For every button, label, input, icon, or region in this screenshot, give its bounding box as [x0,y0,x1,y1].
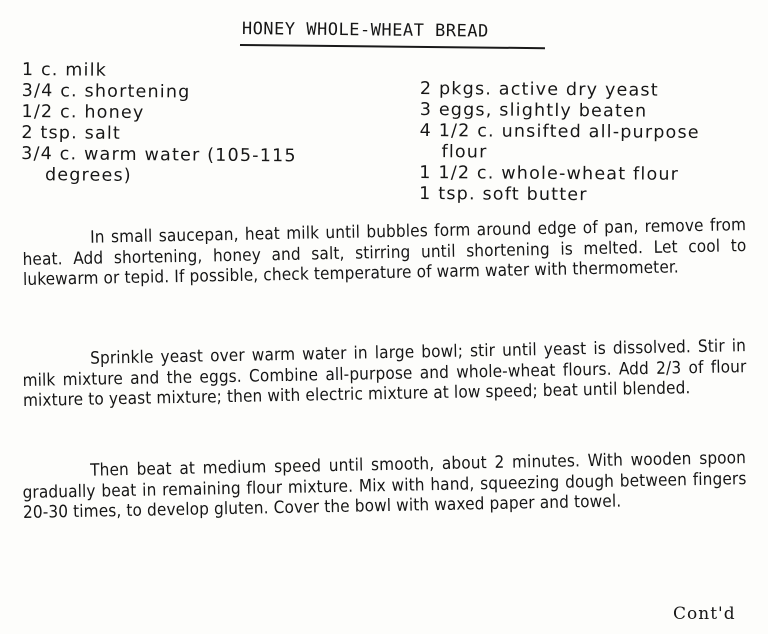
instruction-text: Then beat at medium speed until smooth, about 2 minutes. With wooden spoon gradually beat in remaining flour mixture. Mix with hand, squeezing dough between fingers 20-30 times, to develop gluten. Cover the bowl with waxed paper and towel. [22,448,747,523]
ingredient-item-continuation: degrees) [44,165,132,186]
instruction-paragraph-1 [22,215,747,290]
ingredient-item: 3/4 c. shortening [21,80,191,103]
ingredient-item: 2 tsp. salt [21,122,122,144]
instruction-paragraph-2 [22,336,747,411]
ingredient-item: 3/4 c. warm water (105-115 [21,143,297,167]
ingredient-item-continuation: flour [441,142,488,163]
ingredient-item: 2 pkgs. active dry yeast [419,79,659,101]
instruction-text: In small saucepan, heat milk until bubbles form around edge of pan, remove from heat. Add shortening, honey and salt, stirring until shortening is melted. Let cool to lukewarm or tepid. If possible, check temperature of warm water with thermometer. [22,215,747,290]
ingredient-item: 3 eggs, slightly beaten [419,99,648,122]
ingredient-item: 4 1/2 c. unsifted all-purpose [419,120,700,143]
recipe-title: HONEY WHOLE-WHEAT BREAD [241,19,489,42]
ingredients-right-column [419,79,700,207]
ingredients-left-column [21,60,298,188]
continued-label: Cont'd [673,604,736,624]
instruction-paragraph-3 [22,448,747,523]
instruction-text: Sprinkle yeast over warm water in large bowl; stir until yeast is dissolved. Stir in milk mixture and the eggs. Combine all-purpose and whole-wheat flours. Add 2/3 of flour mixture to yeast mixture; then with electric mixture at low speed; beat until blended. [22,336,747,411]
ingredient-item: 1/2 c. honey [21,101,145,124]
ingredient-item: 1 1/2 c. whole-wheat flour [419,162,680,185]
title-underline [240,44,545,49]
ingredient-item: 1 tsp. soft butter [419,183,588,206]
ingredient-item: 1 c. milk [21,60,108,81]
